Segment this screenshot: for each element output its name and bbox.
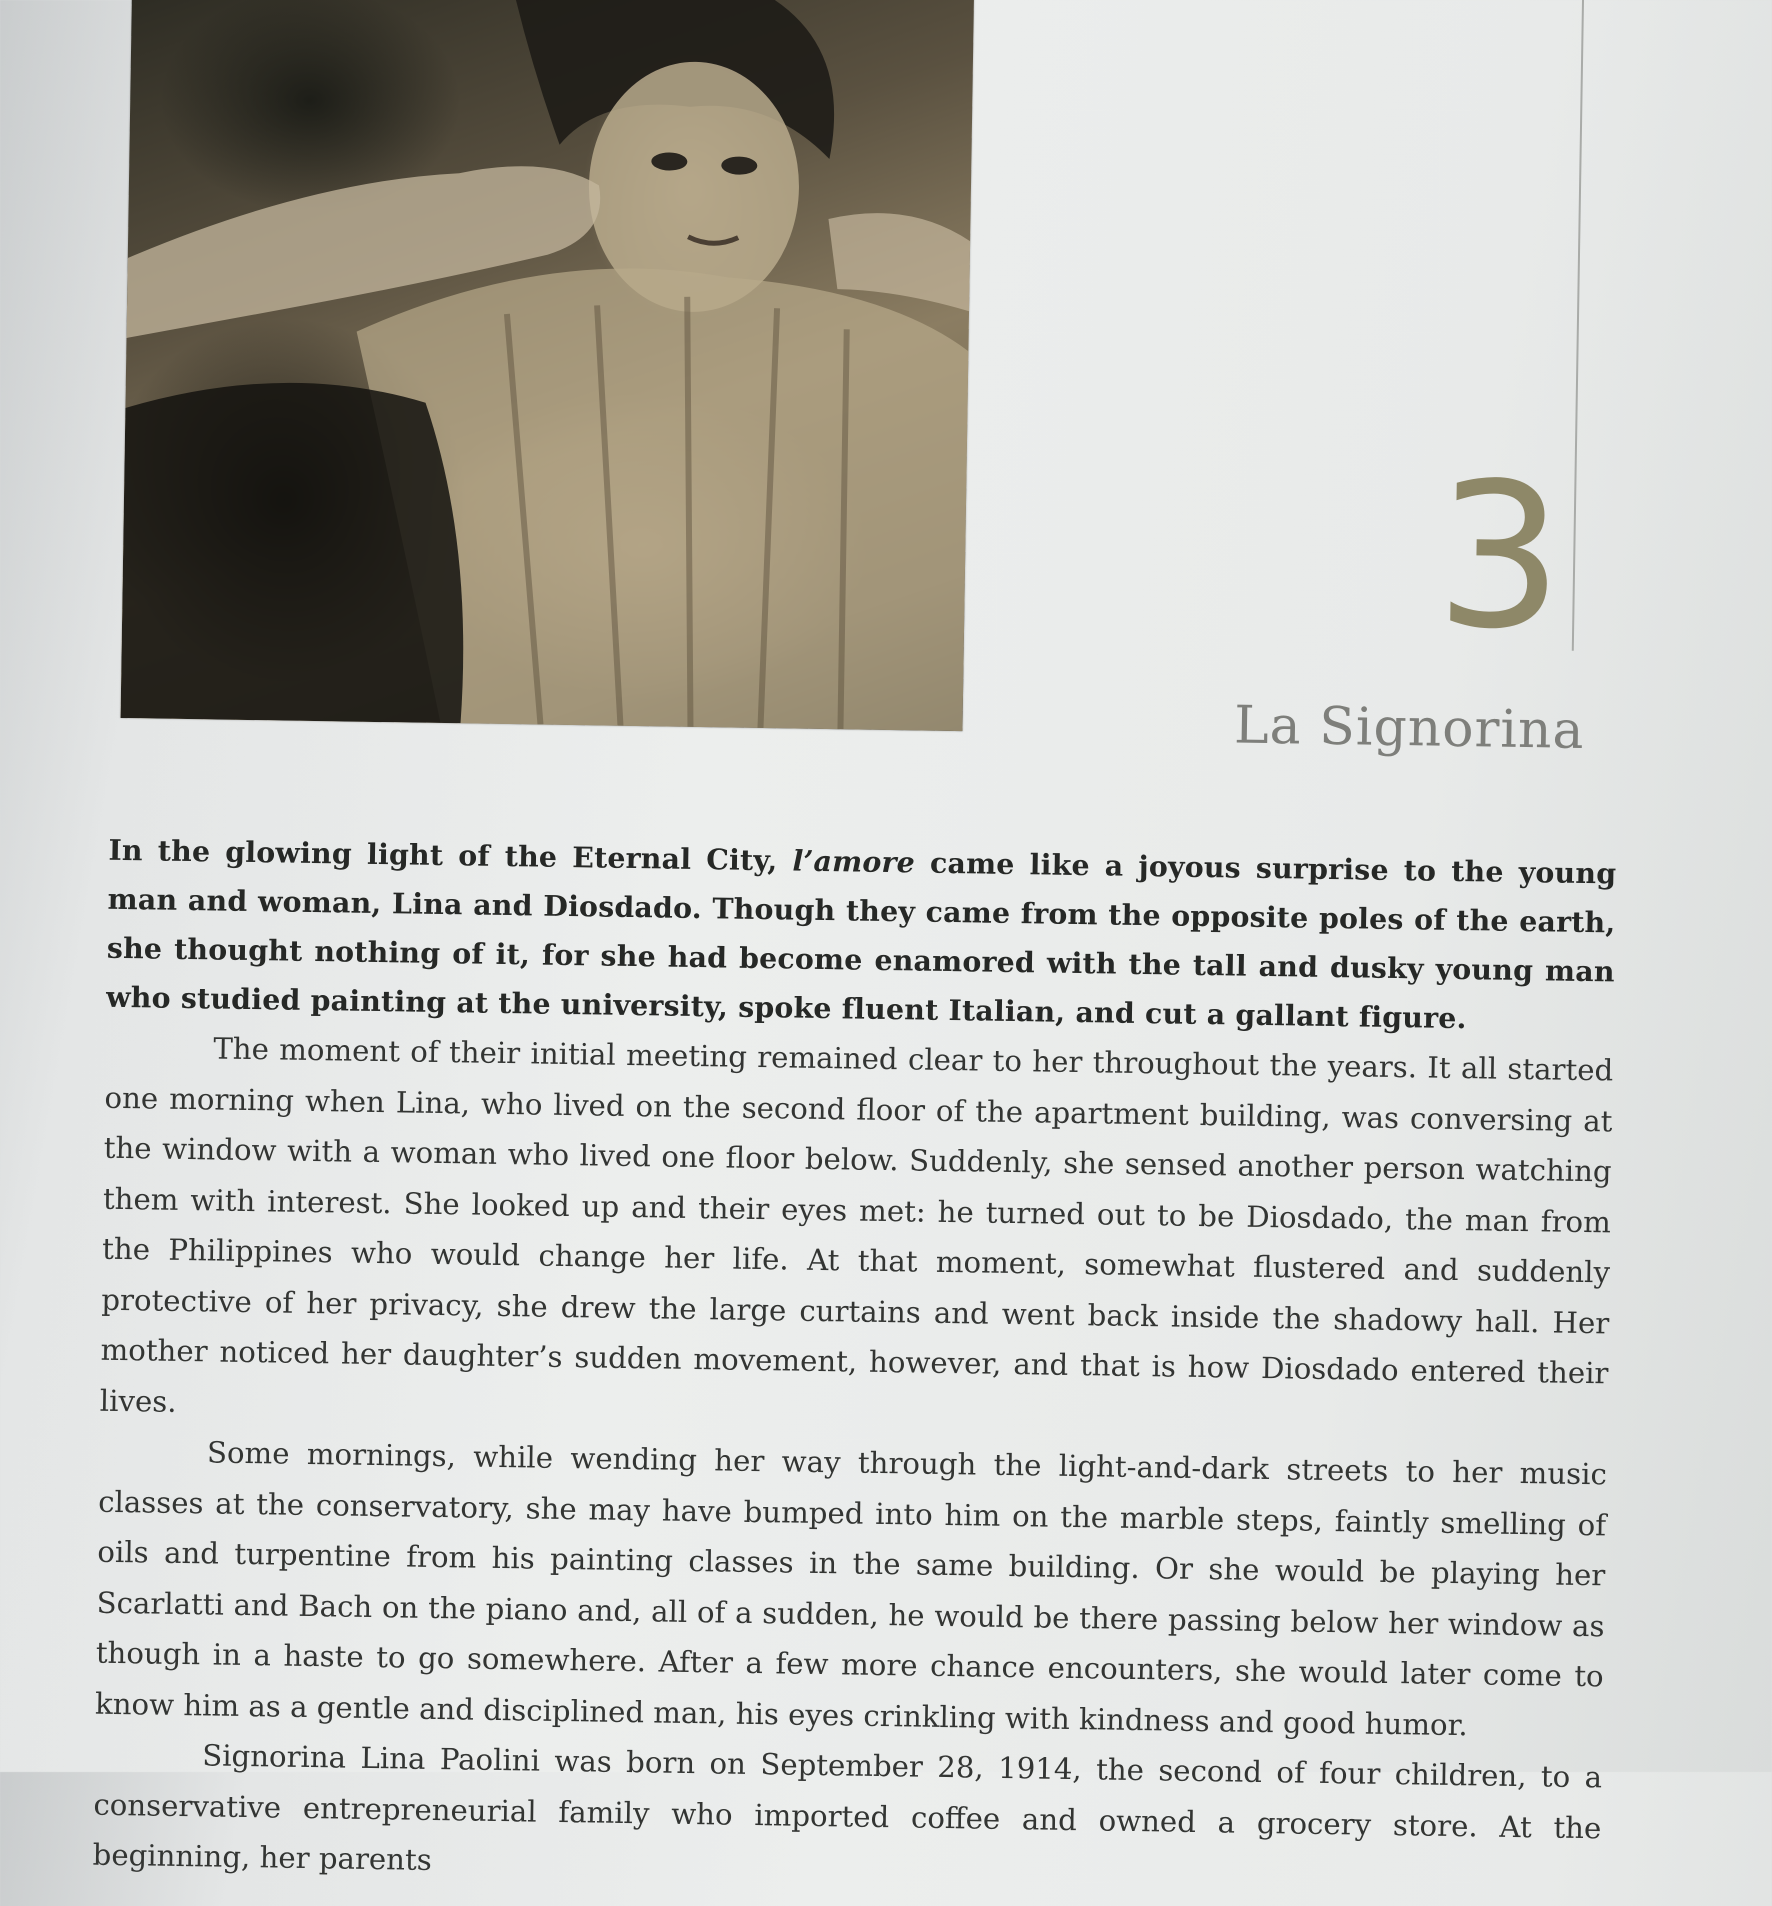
chapter-number: 3 — [1434, 439, 1562, 675]
portrait-photo-illustration — [121, 0, 975, 731]
chapter-title: La Signorina — [1233, 695, 1585, 761]
chapter-body — [92, 826, 1616, 1904]
lead-italic-phrase: l’amore — [792, 843, 916, 880]
portrait-photo — [121, 0, 975, 731]
lead-paragraph — [106, 826, 1617, 1046]
body-paragraph: The moment of their initial meeting remained clear to her throughout the years. It all started one morning when Lina, who lived on the second floor of the apartment building, was conversing at the window with a woman who lived one floor below. Suddenly, she sensed another person watching them with interest. She looked up and their eyes met: he turned out to be Diosdado, the man from the Philippines who would change her life. At that moment, somewhat flustered and suddenly protective of her privacy, she drew the large curtains and went back inside the shadowy hall. Her mother noticed her daughter’s sudden movement, however, and that is how Diosdado entered their lives. — [99, 1031, 1614, 1419]
body-paragraph: Some mornings, while wending her way through the light-and-dark streets to her music classes at the conservatory, she may have bumped into him on the marble steps, faintly smelling of oils and turpentine from his painting classes in the same building. Or she would be playing her Scarlatti and Bach on the piano and, all of a sudden, he would be there passing below her window as though in a haste to go somewhere. After a few more chance encounters, she would later come to know him as a gentle and disciplined man, his eyes crinkling with kindness and good humor. — [94, 1435, 1608, 1742]
body-paragraph: Signorina Lina Paolini was born on September 28, 1914, the second of four children, to a conservative entrepreneurial family who imported coffee and owned a grocery store. At the beginning, her parents — [92, 1738, 1603, 1877]
lead-text-after: came like a joyous surprise to the young man and woman, Lina and Diosdado. Though they came from the opposite poles of the earth, she thought nothing of it, for she had become enamored with the tall and dusky young man who studied painting at the university, spoke fluent Italian, and cut a gallant figure. — [105, 845, 1617, 1036]
chapter-divider-rule — [1572, 0, 1584, 651]
lead-text-before: In the glowing light of the Eternal City, — [108, 832, 778, 878]
